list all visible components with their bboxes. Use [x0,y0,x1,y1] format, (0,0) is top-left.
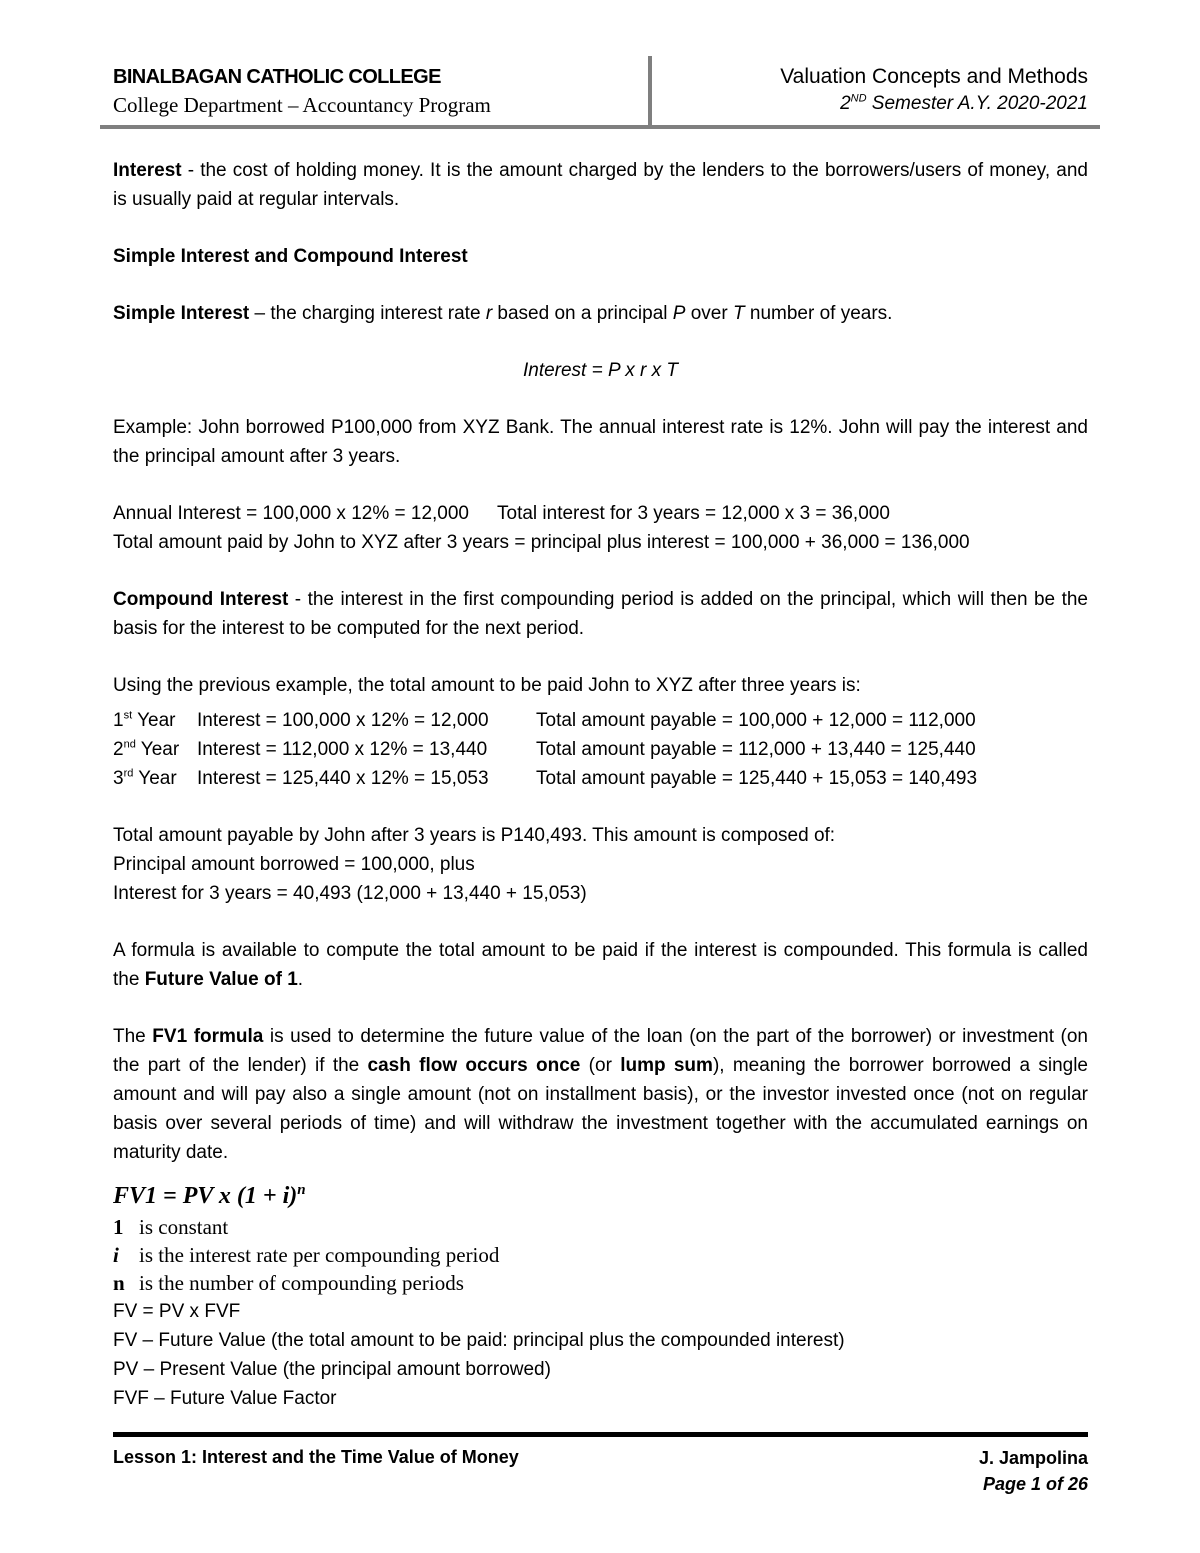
using-previous-example: Using the previous example, the total amount to be paid John to XYZ after three years is: [113,675,861,696]
definition-periods: n is the number of compounding periods [113,1271,464,1295]
year-row: 2nd Year Interest = 112,000 x 12% = 13,440 Total amount payable = 112,000 + 13,440 = 125,440 [113,738,976,760]
year-row: 1st Year Interest = 100,000 x 12% = 12,000 Total amount payable = 100,000 + 12,000 = 112,000 [113,709,976,731]
compound-interest-definition: Compound Interest - the interest in the first compounding period is added on the principal, which will then be the basis for the interest to be computed for the next period. [113,589,1088,639]
header-right [668,63,1088,117]
header-divider-vertical [648,56,652,126]
course-title: Valuation Concepts and Methods [780,65,1088,88]
formula-available-paragraph: A formula is available to compute the total amount to be paid if the interest is compounded. This formula is called the Future Value of 1. [113,940,1088,990]
fv-equals-line: FV = PV x FVF [113,1301,241,1322]
semester-line: 2ND Semester A.Y. 2020-2021 [840,92,1088,114]
total-paid-line: Total amount paid by John to XYZ after 3 years = principal plus interest = 100,000 + 36,000 = 136,000 [113,532,970,553]
footer-rule [113,1432,1088,1437]
interest-three-years-line: Interest for 3 years = 40,493 (12,000 + 13,440 + 15,053) [113,883,587,904]
principal-borrowed-line: Principal amount borrowed = 100,000, plus [113,854,475,875]
page-number: Page 1 of 26 [982,1474,1088,1494]
total-payable-line: Total amount payable by John after 3 years is P140,493. This amount is composed of: [113,825,836,846]
author-name: J. Jampolina [978,1448,1088,1468]
simple-interest-formula: Interest = P x r x T [522,360,679,381]
definition-interest-rate: i is the interest rate per compounding period [113,1243,500,1267]
footer-right [979,1445,1088,1497]
fv-definition: FV – Future Value (the total amount to be paid: principal plus the compounded interest) [113,1330,845,1351]
pv-definition: PV – Present Value (the principal amount borrowed) [113,1359,551,1380]
simple-interest-definition: Simple Interest – the charging interest rate r based on a principal P over T number of years. [113,303,893,324]
fv1-formula-paragraph: The FV1 formula is used to determine the future value of the loan (on the part of the borrower) or investment (on the part of the lender) if the cash flow occurs once (or lump sum), meaning the borrower borrowed a single amount and will pay also a single amount (not on installment basis), or the investor invested once (not on regular basis over several periods of time) and will withdraw the investment together with the accumulated earnings on maturity date. [113,1026,1088,1163]
example-paragraph: Example: John borrowed P100,000 from XYZ Bank. The annual interest rate is 12%. John will pay the interest and the principal amount after 3 years. [113,417,1088,467]
section-title: Simple Interest and Compound Interest [113,246,468,267]
lesson-title: Lesson 1: Interest and the Time Value of Money [113,1447,519,1467]
document-body [113,156,1088,1413]
definition-constant: 1 is constant [113,1215,229,1239]
department-name: College Department – Accountancy Program [113,93,491,117]
header-left [113,64,643,119]
annual-interest-line: Annual Interest = 100,000 x 12% = 12,000 Total interest for 3 years = 12,000 x 3 = 36,000 [113,503,890,524]
header-rule [100,125,1100,129]
fvf-definition: FVF – Future Value Factor [113,1388,337,1409]
year-row: 3rd Year Interest = 125,440 x 12% = 15,053 Total amount payable = 125,440 + 15,053 = 140,493 [113,767,978,789]
interest-definition: Interest - the cost of holding money. It is the amount charged by the lenders to the borrowers/users of money, and is usually paid at regular intervals. [113,160,1088,210]
college-name: BINALBAGAN CATHOLIC COLLEGE [113,66,441,88]
fv1-formula: FV1 = PV x $(1 + i)^n$ [113,1182,306,1209]
